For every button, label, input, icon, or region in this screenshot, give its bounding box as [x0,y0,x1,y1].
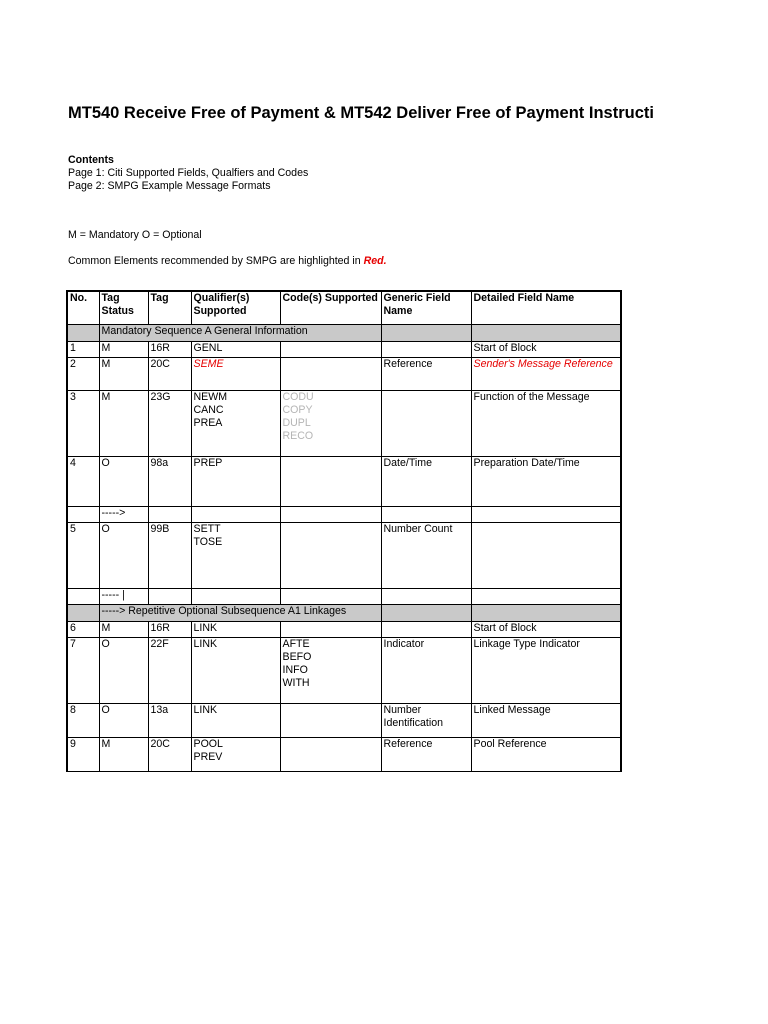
column-header: Tag Status [99,291,148,324]
generic-field-name [381,390,471,456]
tag-status: M [99,341,148,357]
marker-cell-empty [148,506,191,522]
tag: 13a [148,703,191,737]
tag-status: O [99,637,148,703]
column-header: Generic Field Name [381,291,471,324]
detailed-field-name: Linkage Type Indicator [471,637,621,703]
tag: 20C [148,357,191,390]
tag-status: M [99,621,148,637]
cell-line: AFTE [282,637,310,650]
row-number: 5 [67,522,99,588]
cell-line: GENL [193,341,223,354]
marker-cell-empty [191,588,280,604]
tag: 20C [148,737,191,771]
table-row [67,621,621,637]
column-header: Detailed Field Name [471,291,621,324]
cell-line: BEFO [282,650,312,663]
section-title: -----> Repetitive Optional Subsequence A1 Linkages [99,604,381,621]
red-highlight-word: Red. [363,255,387,267]
cell-line: PREP [193,456,223,469]
codes [280,522,381,588]
contents-heading: Contents [68,154,114,166]
qualifiers [191,341,280,357]
marker-cell-no [67,506,99,522]
cell-line: SEME [193,357,224,370]
row-number: 8 [67,703,99,737]
cell-line: LINK [193,621,218,634]
repetition-marker: ----- | [99,588,148,604]
cell-line: DUPL [282,416,311,429]
marker-cell-empty [471,506,621,522]
table-row [67,357,621,390]
generic-field-name: Number Identification [381,703,471,737]
row-number: 9 [67,737,99,771]
generic-field-name [381,341,471,357]
cell-line: CODU [282,390,314,403]
table-row [67,390,621,456]
repetition-marker-row [67,506,621,522]
row-number: 1 [67,341,99,357]
table-row [67,737,621,771]
codes [280,341,381,357]
tag-status: O [99,703,148,737]
marker-cell-empty [471,588,621,604]
tag: 16R [148,341,191,357]
detailed-field-name: Sender's Message Reference [471,357,621,390]
tag-status: M [99,390,148,456]
cell-line: COPY [282,403,313,416]
qualifiers [191,737,280,771]
contents-page1: Page 1: Citi Supported Fields, Qualfiers and Codes [68,167,309,179]
codes [280,703,381,737]
repetition-marker-row [67,588,621,604]
tag-status: O [99,456,148,506]
row-number: 6 [67,621,99,637]
cell-line: PREV [193,750,223,763]
tag-status: M [99,357,148,390]
document-title: MT540 Receive Free of Payment & MT542 Deliver Free of Payment Instructi [68,104,654,122]
column-header: Code(s) Supported [280,291,381,324]
qualifiers [191,357,280,390]
row-number: 2 [67,357,99,390]
tag: 23G [148,390,191,456]
codes [280,390,381,456]
tag: 22F [148,637,191,703]
section-row [67,604,621,621]
section-title: Mandatory Sequence A General Information [99,324,381,341]
fields-table-wrapper [66,290,620,763]
column-header: Qualifier(s) Supported [191,291,280,324]
cell-line: INFO [282,663,308,676]
table-row [67,637,621,703]
section-cell-generic [381,604,471,621]
cell-line: POOL [193,737,223,750]
generic-field-name: Date/Time [381,456,471,506]
tag: 98a [148,456,191,506]
detailed-field-name: Linked Message [471,703,621,737]
table-row [67,341,621,357]
qualifiers [191,456,280,506]
cell-line: NEWM [193,390,228,403]
marker-cell-empty [381,588,471,604]
tag-status: O [99,522,148,588]
cell-line: SETT [193,522,221,535]
row-number: 4 [67,456,99,506]
detailed-field-name: Start of Block [471,621,621,637]
codes [280,621,381,637]
section-cell-generic [381,324,471,341]
cell-line: TOSE [193,535,223,548]
generic-field-name: Indicator [381,637,471,703]
table-row [67,522,621,588]
qualifiers [191,637,280,703]
cell-line: RECO [282,429,314,442]
marker-cell-empty [280,506,381,522]
codes [280,637,381,703]
generic-field-name: Reference [381,737,471,771]
generic-field-name [381,621,471,637]
tag: 99B [148,522,191,588]
detailed-field-name: Start of Block [471,341,621,357]
tag: 16R [148,621,191,637]
section-cell-no [67,324,99,341]
section-cell-detailed [471,604,621,621]
row-number: 3 [67,390,99,456]
cell-line: LINK [193,703,218,716]
cell-line: CANC [193,403,224,416]
detailed-field-name: Function of the Message [471,390,621,456]
legend-text: M = Mandatory O = Optional [68,229,202,241]
repetition-marker: -----> [99,506,148,522]
qualifiers [191,703,280,737]
qualifiers [191,522,280,588]
row-number: 7 [67,637,99,703]
marker-cell-no [67,588,99,604]
common-elements-note [68,255,387,268]
marker-cell-empty [280,588,381,604]
detailed-field-name: Pool Reference [471,737,621,771]
section-row [67,324,621,341]
common-elements-text: Common Elements recommended by SMPG are highlighted in [68,255,364,267]
marker-cell-empty [381,506,471,522]
contents-page2: Page 2: SMPG Example Message Formats [68,180,271,192]
marker-cell-empty [191,506,280,522]
column-header: Tag [148,291,191,324]
qualifiers [191,621,280,637]
detailed-field-name: Preparation Date/Time [471,456,621,506]
detailed-field-name [471,522,621,588]
cell-line: WITH [282,676,310,689]
cell-line: PREA [193,416,223,429]
section-cell-no [67,604,99,621]
tag-status: M [99,737,148,771]
fields-table [66,290,622,772]
qualifiers [191,390,280,456]
generic-field-name: Reference [381,357,471,390]
table-row [67,703,621,737]
table-header-row [67,291,621,324]
generic-field-name: Number Count [381,522,471,588]
section-cell-detailed [471,324,621,341]
column-header: No. [67,291,99,324]
table-row [67,456,621,506]
cell-line: LINK [193,637,218,650]
codes [280,737,381,771]
marker-cell-empty [148,588,191,604]
codes [280,357,381,390]
codes [280,456,381,506]
